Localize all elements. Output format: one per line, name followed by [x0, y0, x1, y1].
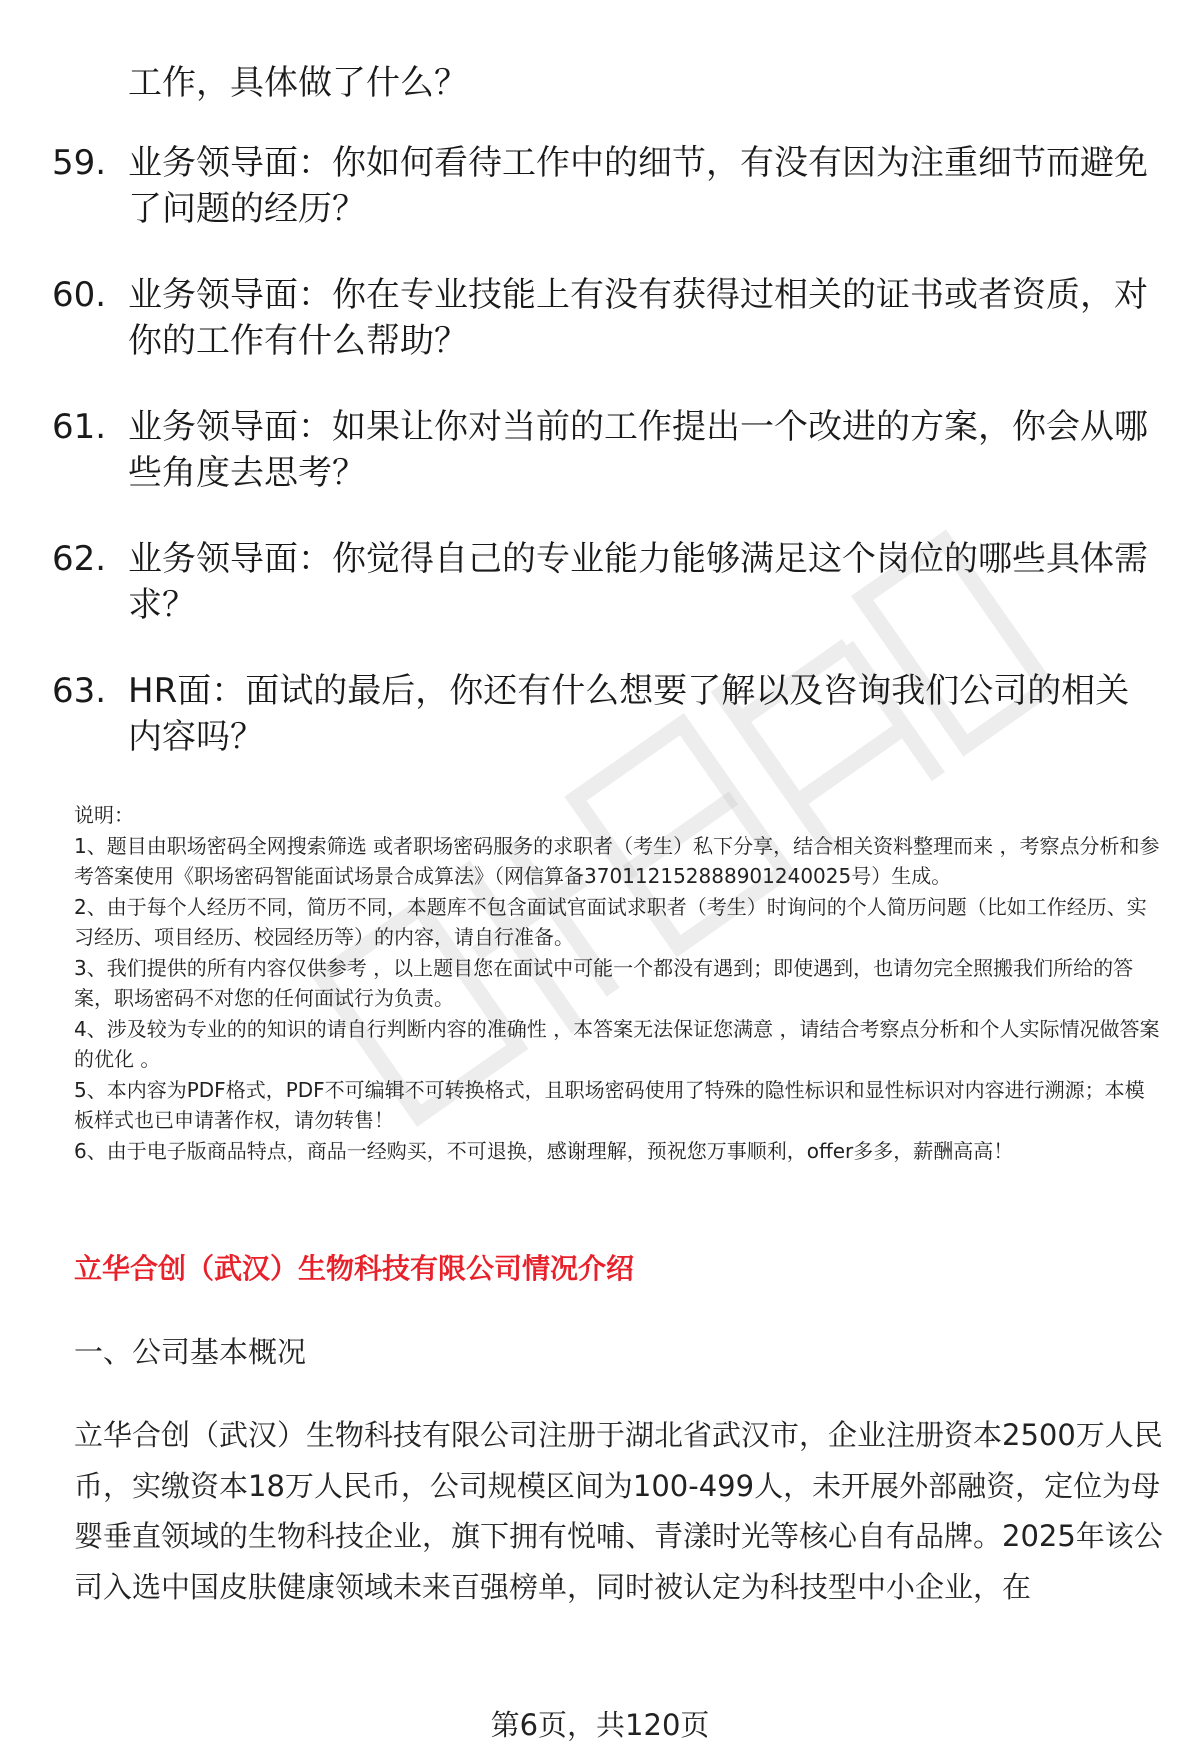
note-item: 4、涉及较为专业的的知识的请自行判断内容的准确性 ，本答案无法保证您满意 ，请结合考察点分析和个人实际情况做答案的优化 。 — [74, 1016, 1160, 1071]
notes-title: 说明： — [74, 803, 134, 827]
note-item: 1、题目由职场密码全网搜索筛选 或者职场密码服务的求职者（考生）私下分享，结合相关资料整理而来 ，考察点分析和参考答案使用《职场密码智能面试场景合成算法》（网信算备370112152888901240025号）生成。 — [74, 833, 1160, 888]
page-footer: 第6页，共120页 — [490, 1708, 710, 1742]
question-item — [52, 404, 1162, 496]
question-text: 业务领导面：如果让你对当前的工作提出一个改进的方案，你会从哪些角度去思考？ — [128, 407, 1148, 493]
question-number: 62. — [52, 539, 107, 579]
notes-block — [74, 800, 1164, 1166]
company-title: 立华合创（武汉）生物科技有限公司情况介绍 — [74, 1252, 635, 1285]
question-text: 业务领导面：你在专业技能上有没有获得过相关的证书或者资质，对你的工作有什么帮助？ — [128, 275, 1148, 361]
company-overview-paragraph: 立华合创（武汉）生物科技有限公司注册于湖北省武汉市，企业注册资本2500万人民币，实缴资本18万人民币，公司规模区间为100-499人，未开展外部融资，定位为母婴垂直领域的生物科技企业，旗下拥有悦哺、青漾时光等核心自有品牌。2025年该公司入选中国皮肤健康领域未来百强榜单，同时被认定为科技型中小企业，在 — [74, 1418, 1163, 1604]
question-number: 59. — [52, 143, 107, 183]
question-number: 63. — [52, 671, 107, 711]
question-text: HR面：面试的最后，你还有什么想要了解以及咨询我们公司的相关内容吗？ — [128, 671, 1130, 757]
note-item: 3、我们提供的所有内容仅供参考 ，以上题目您在面试中可能一个都没有遇到；即使遇到，也请勿完全照搬我们所给的答案，职场密码不对您的任何面试行为负责。 — [74, 955, 1134, 1010]
question-text: 业务领导面：你觉得自己的专业能力能够满足这个岗位的哪些具体需求？ — [128, 539, 1148, 625]
question-item — [52, 668, 1162, 760]
note-item: 2、由于每个人经历不同，简历不同，本题库不包含面试官面试求职者（考生）时询问的个人简历问题（比如工作经历、实习经历、项目经历、校园经历等）的内容，请自行准备。 — [74, 894, 1147, 949]
question-item — [52, 140, 1162, 232]
question-list — [52, 140, 1162, 800]
question-text: 业务领导面：你如何看待工作中的细节，有没有因为注重细节而避免了问题的经历？ — [128, 143, 1148, 229]
question-continuation: 工作，具体做了什么？ — [128, 63, 468, 103]
question-item — [52, 536, 1162, 628]
question-item — [52, 272, 1162, 364]
note-item: 6、由于电子版商品特点，商品一经购买，不可退换，感谢理解，预祝您万事顺利，offer多多，薪酬高高！ — [74, 1138, 1014, 1163]
question-number: 60. — [52, 275, 107, 315]
note-item: 5、本内容为PDF格式，PDF不可编辑不可转换格式，且职场密码使用了特殊的隐性标识和显性标识对内容进行溯源；本模板样式也已申请著作权，请勿转售！ — [74, 1077, 1145, 1132]
section-heading: 一、公司基本概况 — [74, 1335, 307, 1369]
question-number: 61. — [52, 407, 107, 447]
